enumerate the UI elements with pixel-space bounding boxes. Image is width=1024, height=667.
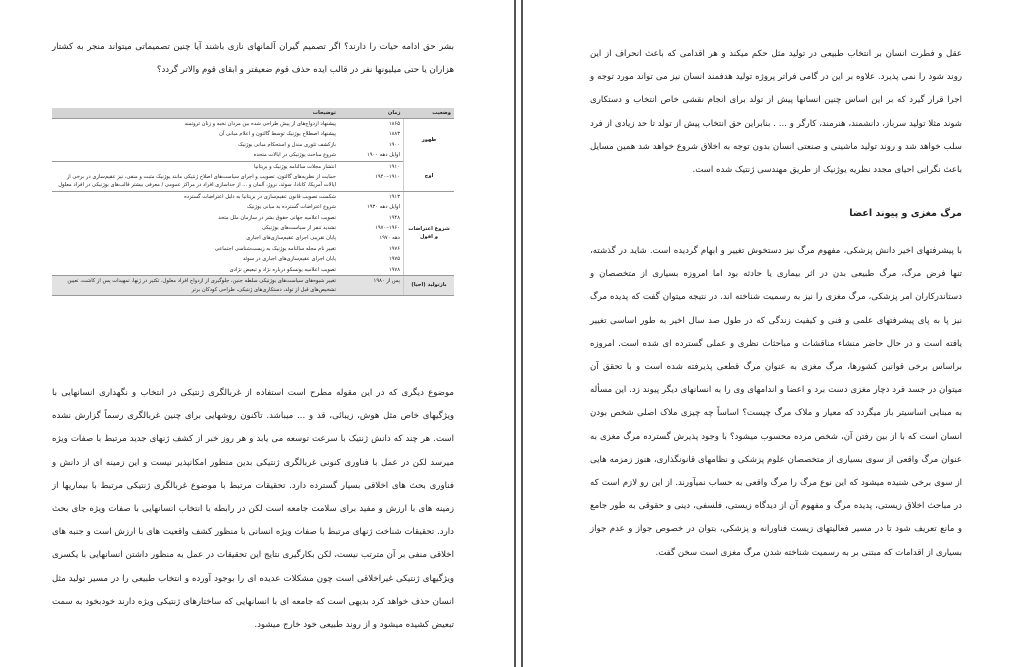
page-divider — [514, 0, 516, 667]
table-row — [52, 129, 454, 139]
date-cell: ۱۹۰۰ — [388, 141, 400, 148]
description-cell: شکست تصویب قانون عقیم‌سازی در بریتانیا به دلیل اعتراضات گسترده — [184, 193, 336, 200]
period-cell: اوج — [404, 161, 455, 191]
date-cell: اوایل دهه ۱۹۳۰ — [366, 204, 400, 211]
table-row — [52, 233, 454, 243]
description-cell: تشدید تنفر از سیاست‌های یوژنیکی — [261, 225, 336, 232]
date-cell: ۱۸۶۵ — [388, 121, 400, 127]
date-cell: ۱۹۱۰ — [388, 163, 400, 170]
description-cell: بازکشف تئوری مندل و استحکام مبانی یوژنیک — [238, 141, 336, 148]
paragraph: بشر حق ادامه حیات را دارند؟ اگر تصمیم گیران آلمانهای نازی باشند آیا چنین تصمیماتی میتواند منجر به کشتار هزاران یا حتی میلیونها نفر در قالب ایده حذف قوم ضعیفتر و ابقای قوم والاتر گردد؟ — [52, 42, 454, 76]
table-row — [52, 119, 454, 130]
description-cell: شروع اعتراضات گسترده به مبانی یوژنیک — [246, 204, 336, 211]
table-header-row — [52, 108, 454, 119]
date-cell: ۱۹۷۵ — [388, 256, 400, 263]
table-row — [52, 213, 454, 223]
document-page-right — [525, 0, 1024, 667]
description-cell: پیشنهاد ازدواج‌های از پیش طراحی شده بین مردان نخبه و زنان ثروتمند — [184, 121, 336, 127]
table-row — [52, 265, 454, 276]
description-cell: پایان تقریبی اجرای عقیم‌سازی‌های اجباری — [246, 235, 336, 242]
description-cell: تصویب اعلامیه یونسکو درباره نژاد و تبعیض نژادی — [52, 265, 339, 276]
description-cell: انتشار مجلات سالنامه یوژنیک و بریتانیا — [254, 163, 336, 170]
table-row — [52, 161, 454, 172]
description-cell: پیشنهاد اصطلاح یوژنیک توسط گالتون و اعلام مبانی آن — [219, 131, 336, 138]
column-header-date: زمان — [339, 108, 404, 119]
date-cell: ۱۹۶۰–۱۹۷۰ — [375, 225, 400, 232]
section-heading: مرگ مغزی و پیوند اعضا — [849, 208, 962, 219]
date-cell: ۱۹۴۸ — [388, 214, 400, 221]
date-cell: پس از ۱۹۸۰ — [339, 276, 404, 296]
table-row — [52, 254, 454, 264]
description-cell: تغییر نام مجله سالنامه یوژنیک به زیست‌شناسی اجتماعی — [214, 245, 336, 252]
paragraph: موضوع دیگری که در این مقوله مطرح است استفاده از غربالگری ژنتیکی در انتخاب و نگهداری انسانهایی با ویژگیهای خاص مثل هوش، زیبائی، قد و ... میباشد. تاکنون روشهایی برای چنین غربالگری رسماً گزارش نشده است. هر چند که دانش ژنتیک با سرعت توسعه می یابد و هر روز خبر از کشف ژنهای جدید مرتبط با صفات ویژه میرسد لکن در عمل با فناوری کنونی غربالگری ژنتیکی بدین منظور امکانپذیر نیست و این زمینه ای از دانش و فناوری بحث های اخلاقی بسیار گسترده دارد. تحقیقات مرتبط با موضوع غربالگری ژنتیکی مرتبط با بیماریها از زمینه های با ارزش و مفید برای سلامت جامعه است لکن در رابطه با انتخاب انسانهایی با صفات ویژه جای بحث دارد. تحقیقات شناخت ژنهای مرتبط با صفات ویژه انسانی با منظور کشف واقعیت های با ارزش است و جنبه های اخلاقی منفی بر آن مترتب نیست، لکن بکارگیری نتایج این تحقیقات در عمل به منظور داشتن انسانهایی با یکسری ویژگیهای ژنتیکی غیراخلاقی است چون مشکلات عدیده ای را بوجود آورده و انتخاب طبیعی را در مسیر تولید مثل انسان حذف خواهد کرد بدیهی است که جامعه ای با انسانهایی که ساختارهای ژنتیکی ویژه دارند خودبخود به سمت تبعیض کشیده میشود و از روند طبیعی خود خارج میشود. — [52, 388, 454, 631]
description-cell: تغییر شیوه‌های سیاست‌های یوژنیکی سلطه جنین، جلوگیری از ازدواج افراد معلول، تکثیر در ژنها، تمهیدات پس از کاشت، تعیین تشخیص‌های قبل از تولد، دستکاری‌های ژنتیکی، طراحی کودکان برتر — [52, 276, 339, 296]
date-cell: اوایل دهه ۱۹۰۰ — [339, 150, 404, 161]
description-cell: پایان اجرای عقیم‌سازی‌های اجباری در سوئد — [242, 256, 336, 263]
table-row — [52, 244, 454, 254]
period-cell: ظهور — [404, 119, 455, 162]
table-row — [52, 140, 454, 150]
table-row — [52, 276, 454, 296]
page-divider — [521, 0, 523, 667]
table-row — [52, 223, 454, 233]
period-cell: شروع اعتراضات و افول — [404, 191, 455, 275]
table-row — [52, 202, 454, 212]
date-cell: ۱۹۱۰–۱۹۴۰ — [339, 172, 404, 191]
paragraph: با پیشرفتهای اخیر دانش پزشکی، مفهوم مرگ نیز دستخوش تغییر و ابهام گردیده است. شاید در گذشته، تنها فرض مرگ، مرگ طبیعی بدن در اثر بیماری یا حادثه بود اما امروزه بسیاری از متخصصان و دستاندرکاران امر پزشکی، مرگ مغزی را نیز به رسمیت شناخته اند. در نتیجه میتوان گفت که پدیده مرگ نیز پا به پای پیشرفتهای علمی و فنی و کیفیت زندگی که در طول صد سال اخیر به طور اساسی تغییر یافته است و در حال حاضر منشاء مناقشات و مباحثات نظری و عملی گسترده ای شده است. امروزه براساس برخی قوانین کشورها، مرگ مغزی به عنوان مرگ قطعی پذیرفته شده است و با تحقق آن میتوان در جسد فرد دچار مغزی دست برد و اعضا و اندامهای وی را به انسانهای دیگر پیوند زد. این مسأله به مبنایی اساسیتر باز میگردد که معیار و ملاک مرگ چیست؟ اساساً چه چیزی ملاک اصلی شخص بودن انسان است که با از بین رفتن آن، شخص مرده محسوب میشود؟ با وجود پذیرش گسترده مرگ مغزی به عنوان مرگ واقعی از سوی بسیاری از متخصصان علوم پزشکی و نظامهای قانونگذاری، هنوز زمزمه هایی از سوی برخی شنیده میشود که این نوع مرگ را مرگ واقعی به حساب نمیآورند. از این رو لازم است که در مباحث اخلاق زیستی، پدیده مرگ و مفهوم آن از دیدگاه زیستی، فلسفی، دینی و حقوقی به طور جامع و مانع تعریف شود تا در مسیر فعالیتهای زیست فناورانه و پزشکی، بتوان در خصوص جواز و عدم جواز بسیاری از اقدامات که مبتنی بر به رسمیت شناخته شدن مرگ مغزی است سخن گفت. — [590, 246, 962, 558]
date-cell: ۱۹۱۳ — [388, 193, 400, 200]
table-row — [52, 191, 454, 202]
description-cell: حمایت از نظریه‌های گالتون، تصویب و اجرای سیاست‌های اصلاح ژنتیکی مانند یوژنیک مثبت و منفی، نیز عقیم‌سازی در برخی از ایالات آمریکا، کانادا، سوئد، نروژ، آلمان و ... از جداسازی افراد در مراکز عمومی / معرفی بیشتر قالب‌های یوژنیکی در افراد معلول — [52, 172, 339, 191]
date-cell: ۱۸۸۳ — [388, 131, 400, 138]
period-cell: بازتولید (احیا) — [404, 276, 455, 296]
column-header-description: توضیحات — [52, 108, 339, 119]
date-cell: دهه ۱۹۷۰ — [379, 235, 400, 242]
table-row — [52, 150, 454, 161]
table-row — [52, 172, 454, 191]
history-table — [52, 108, 454, 296]
column-header-period: وضعیت — [404, 108, 455, 119]
paragraph: عقل و فطرت انسان بر انتخاب طبیعی در تولید مثل حکم میکند و هر اقدامی که باعث انحراف از این روند شود را نمی پذیرد. علاوه بر این در گامی فراتر پروژه تولید هدفمند انسان نیز می تواند مورد توجه و اجرا قرار گیرد که بر این اساس چنین انسانها پیش از تولد برای انجام نقشی خاص انتخاب و دستکاری شوند مثلا تولید سرباز، دانشمند، هنرمند، کارگر و ... . بنابراین حق انتخاب پیش از تولد تا حد زیادی از فرد سلب خواهد شد و روند تولید ماشینی و صنعتی انسان بدون توجه به اخلاق شروع خواهد شد همین مسایل باعث نگرانی احیای مجدد نظریه یوژنیک از طریق مهندسی ژنتیک شده است. — [590, 49, 962, 176]
date-cell: ۱۹۷۶ — [388, 245, 400, 252]
description-cell: تصویب اعلامیه جهانی حقوق بشر در سازمان ملل متحد — [218, 214, 336, 221]
description-cell: شروع مباحث یوژنیکی در ایالات متحده — [52, 150, 339, 161]
date-cell: ۱۹۷۸ — [339, 265, 404, 276]
